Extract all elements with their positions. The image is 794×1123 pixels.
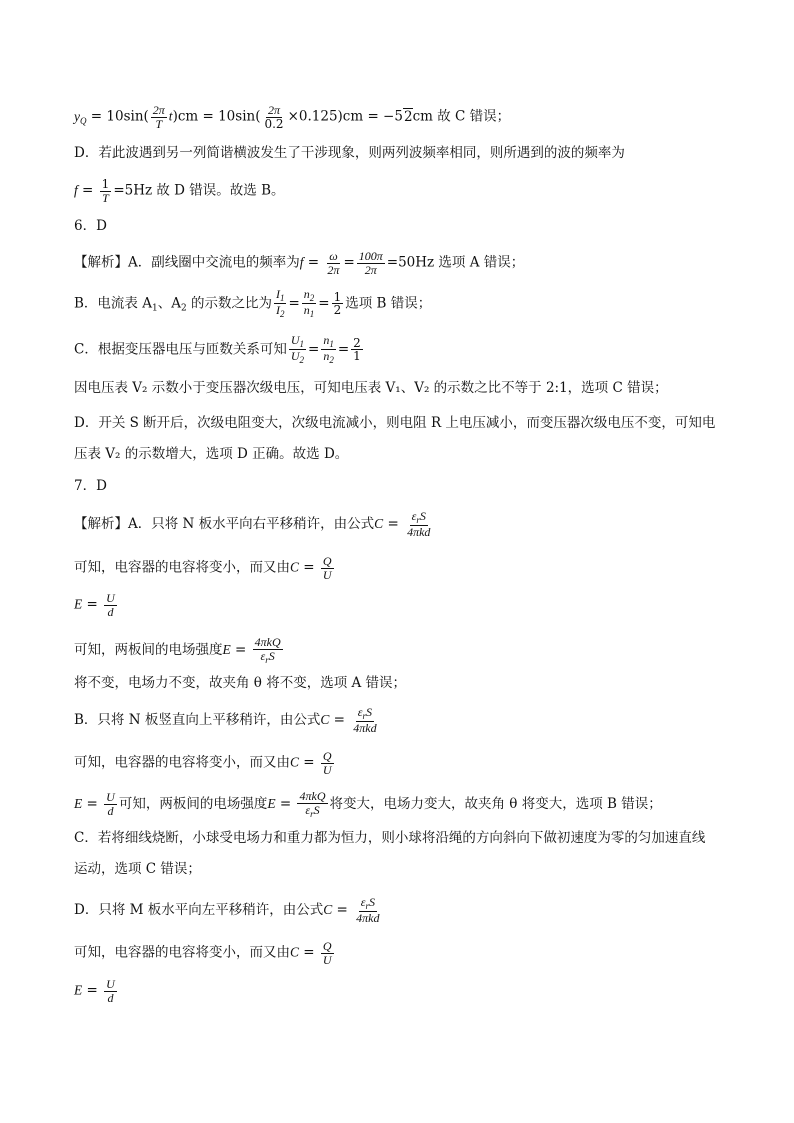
l5-b: =50Hz 选项 A 错误； — [386, 254, 525, 271]
frac-U-over-d-b: $\frac{U}{d}$ — [106, 790, 115, 819]
l13-a: 可知，电容器的电容将变小，而又由 — [74, 559, 290, 576]
q7-a-line2: 可知，电容器的电容将变小，而又由C = $\frac{Q}{U}$ — [74, 554, 332, 582]
frac-capacitance-d: $\frac{\varepsilon_rS}{\text{4πkd}}$ — [356, 895, 380, 926]
frac-field-strength: $\frac{\text{4πkQ}}{\varepsilon_rS}$ — [254, 635, 281, 665]
q7-a-line3: E = $\frac{U}{d}$ — [74, 591, 115, 619]
q7-a-line4: 可知，两板间的电场强度E = $\frac{\text{4πkQ}}{\varepsilon_rS}$ — [74, 635, 281, 665]
q7-analysis-d: D．只将 M 板水平向左平移稍许，由公式C = $\frac{\varepsilon_rS}{\text{4πkd}}$ — [74, 895, 380, 926]
q6-analysis-c: C．根据变压器电压与匝数关系可知 $\frac{U_1}{U_2}$ = $\frac{n_1}{n_2}$ = $\frac{2}{1}$ — [74, 333, 361, 366]
l19-b: 将变大，电场力变大，故夹角 θ 将变大，选项 B 错误； — [329, 796, 662, 813]
q7-analysis-b: B．只将 N 板竖直向上平移稍许，由公式C = $\frac{\varepsilon_rS}{\text{4πkd}}$ — [74, 705, 377, 736]
frac-1-over-2: $\frac{1}{2}$ — [333, 289, 342, 318]
l6-c: 的示数之比为 — [186, 295, 272, 312]
q7-analysis-a: 【解析】A．只将 N 板水平向右平移稍许，由公式C = $\frac{\varepsilon_rS}{\text{4πkd}}$ — [74, 509, 431, 540]
l1-tail: 故 C 错误； — [437, 108, 511, 125]
l23-a: 可知，电容器的电容将变小，而又由 — [74, 944, 290, 961]
q6-analysis-d2: 压表 V₂ 的示数增大，选项 D 正确。故选 D。 — [74, 446, 349, 462]
q6-analysis-d: D．开关 S 断开后，次级电阻变大，次级电流减小，则电阻 R 上电压减小，而变压器次级电压不变，可知电 — [74, 415, 716, 431]
l6-d: 选项 B 错误； — [345, 295, 432, 312]
q7-analysis-c: C．若将细线烧断，小球受电场力和重力都为恒力，则小球将沿绳的方向斜向下做初速度为零的匀加速直线 — [74, 830, 706, 846]
l17-a: B．只将 N 板竖直向上平移稍许，由公式 — [74, 712, 321, 729]
frac-U-over-d: $\frac{U}{d}$ — [106, 591, 115, 619]
frac-U-over-d-d: $\frac{U}{d}$ — [106, 977, 115, 1005]
frac-Q-over-U: $\frac{Q}{U}$ — [322, 554, 332, 582]
formula-f-line: f = $\frac{1}{T}$ =5Hz 故 D 错误。故选 B。 — [74, 177, 285, 205]
l22-a: D．只将 M 板水平向左平移稍许，由公式 — [74, 902, 324, 919]
l7-a: C．根据变压器电压与匝数关系可知 — [74, 341, 287, 358]
frac-2pi-over-T: $\frac{2\pi}{T}$ — [152, 103, 165, 131]
frac-field-strength-b: $\frac{\text{4πkQ}}{\varepsilon_rS}$ — [299, 789, 326, 819]
q7-b-line2: 可知，电容器的电容将变小，而又由C = $\frac{Q}{U}$ — [74, 749, 332, 777]
option-d-text: D．若此波遇到另一列简谐横波发生了干涉现象，则两列波频率相同，则所遇到的波的频率为 — [74, 145, 625, 161]
q6-analysis-a: 【解析】A．副线圈中交流电的频率为f = $\frac{\omega}{2\pi}$ = $\frac{100\pi}{2\pi}$ =50Hz 选项 A 错误； — [74, 249, 525, 277]
frac-n1-over-n2: $\frac{n_1}{n_2}$ — [323, 333, 334, 366]
formula-yq-line: $y_Q = 10\sin$( $\frac{2\pi}{T}$ t)cm = 10sin( $\frac{2\pi}{0.2}$ ×0.125)cm = −52cm 故 C 错误； — [74, 103, 511, 131]
frac-capacitance-b: $\frac{\varepsilon_rS}{\text{4πkd}}$ — [353, 705, 377, 736]
l19-a: 可知，两板间的电场强度 — [118, 796, 268, 813]
math-yq: $y_Q$ — [74, 108, 87, 126]
frac-2pi-over-0.2: $\frac{2\pi}{0.2}$ — [264, 103, 284, 131]
q7-b-line3: E = $\frac{U}{d}$ 可知，两板间的电场强度E = $\frac{\text{4πkQ}}{\varepsilon_rS}$ 将变大，电场力变大，故夹角 θ 将变大，选项 B 错误； — [74, 789, 662, 819]
q6-analysis-c2: 因电压表 V₂ 示数小于变压器次级电压，可知电压表 V₁、V₂ 的示数之比不等于 2:1，选项 C 错误； — [74, 380, 668, 396]
l15-a: 可知，两板间的电场强度 — [74, 642, 223, 659]
frac-n2-over-n1: $\frac{n_2}{n_1}$ — [303, 287, 315, 320]
q7-a-line5: 将不变，电场力不变，故夹角 θ 将不变，选项 A 错误； — [74, 675, 407, 691]
frac-100pi-over-2pi: $\frac{100\pi}{2\pi}$ — [358, 249, 383, 277]
frac-2-over-1: $\frac{2}{1}$ — [353, 335, 361, 364]
q7-analysis-c2: 运动，选项 C 错误； — [74, 861, 201, 877]
l12-a: 【解析】A．只将 N 板水平向右平移稍许，由公式 — [74, 516, 375, 533]
q7-d-line3: E = $\frac{U}{d}$ — [74, 977, 115, 1005]
frac-U1-over-U2: $\frac{U_1}{U_2}$ — [290, 333, 305, 366]
frac-I1-over-I2: $\frac{I_1}{I_2}$ — [275, 287, 285, 320]
l6-b: 、A — [157, 295, 181, 312]
frac-omega-over-2pi: $\frac{\omega}{2\pi}$ — [327, 249, 340, 277]
frac-Q-over-U-d: $\frac{Q}{U}$ — [322, 939, 332, 967]
frac-Q-over-U-b: $\frac{Q}{U}$ — [322, 749, 332, 777]
l3-tail: =5Hz 故 D 错误。故选 B。 — [113, 182, 285, 199]
frac-capacitance: $\frac{\varepsilon_rS}{\text{4πkd}}$ — [407, 509, 431, 540]
l6-a: B．电流表 A — [74, 295, 152, 312]
q7-d-line2: 可知，电容器的电容将变小，而又由C = $\frac{Q}{U}$ — [74, 939, 332, 967]
q6-analysis-b: B．电流表 $A_1$、$A_2$ 的示数之比为 $\frac{I_1}{I_2}$ = $\frac{n_2}{n_1}$ = $\frac{1}{2}$ 选项 B 错误； — [74, 287, 432, 320]
question-6-answer: 6．D — [74, 218, 107, 234]
l18-a: 可知，电容器的电容将变小，而又由 — [74, 754, 290, 771]
question-7-answer: 7．D — [74, 478, 107, 494]
frac-1-over-T: $\frac{1}{T}$ — [101, 177, 110, 205]
l5-a: 【解析】A．副线圈中交流电的频率为 — [74, 254, 300, 271]
